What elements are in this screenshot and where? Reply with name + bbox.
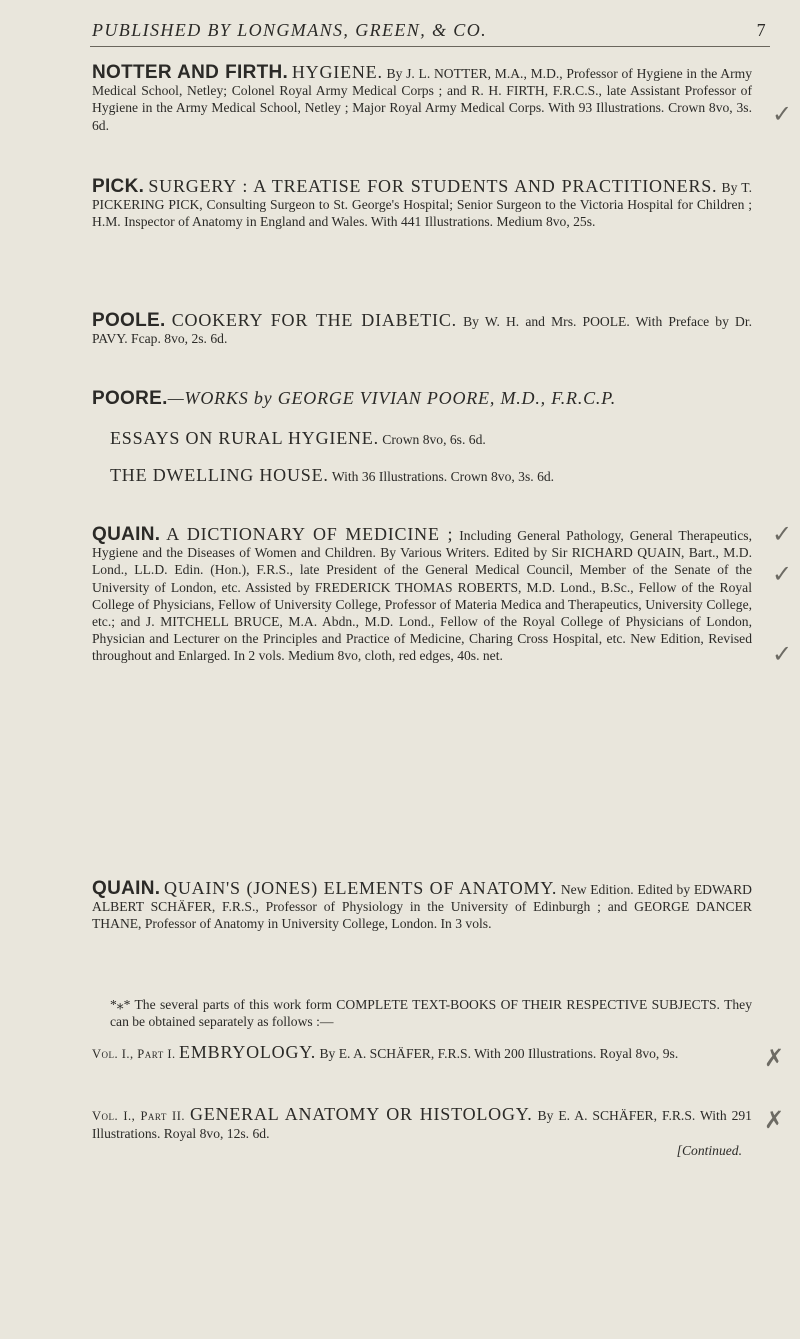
check-mark-icon: ✓ (772, 100, 793, 128)
volume-text: By E. A. SCHÄFER, F.R.S. With 200 Illustrations. Royal 8vo, 9s. (319, 1046, 679, 1061)
check-mark-icon: ✓ (772, 520, 793, 548)
cross-mark-icon: ✗ (764, 1044, 785, 1072)
entry-quain-dictionary (92, 526, 752, 665)
entry-heading: —WORKS by GEORGE VIVIAN POORE, M.D., F.R.C.P. (167, 388, 616, 408)
note-text: *⁎* The several parts of this work form COMPLETE TEXT-BOOKS OF THEIR RESPECTIVE SUBJECTS. They can be obtained separately as follows :— (110, 997, 752, 1030)
check-mark-icon: ✓ (772, 640, 793, 668)
entry-note (92, 996, 752, 1030)
running-head-text: PUBLISHED BY LONGMANS, GREEN, & CO. (92, 20, 487, 40)
volume-item (92, 1106, 752, 1160)
entry-title: SURGERY : A TREATISE FOR STUDENTS AND PRACTITIONERS. (148, 176, 718, 196)
entry-pick (92, 178, 752, 231)
work-text: Crown 8vo, 6s. 6d. (382, 432, 486, 447)
volume-title: GENERAL ANATOMY OR HISTOLOGY. (189, 1104, 533, 1124)
entry-quain-anatomy (92, 880, 752, 933)
entry-notter-firth (92, 64, 752, 134)
running-head (92, 20, 767, 41)
work-item (92, 467, 752, 485)
volume-label: Vol. I., Part II. (92, 1109, 185, 1123)
entry-keyword: NOTTER AND FIRTH. (92, 62, 289, 83)
entry-text: New Edition. Edited by EDWARD ALBERT SCHÄFER, F.R.S., Professor of Physiology in the University of Edinburgh ; and GEORGE DANCER THANE, Professor of Anatomy in University College, London. In 3 vols. (92, 882, 752, 932)
work-item (92, 430, 752, 448)
entry-text: By J. L. NOTTER, M.A., M.D., Professor of Hygiene in the Army Medical School, Netley; Colonel Royal Army Medical Corps ; and R. H. FIRTH, F.R.C.S., late Assistant Professor of Hygiene in the Army Medical School, Netley ; Major Royal Army Medical Corps. With 93 Illustrations. Crown 8vo, 3s. 6d. (92, 66, 752, 133)
entry-keyword: POORE. (92, 388, 168, 409)
cross-mark-icon: ✗ (764, 1106, 785, 1134)
entry-text: By W. H. and Mrs. POOLE. With Preface by Dr. PAVY. Fcap. 8vo, 2s. 6d. (92, 314, 752, 347)
entry-keyword: POOLE. (92, 310, 166, 331)
volume-item (92, 1044, 752, 1063)
entry-poore (92, 390, 752, 408)
volume-title: EMBRYOLOGY. (179, 1042, 317, 1062)
work-title: ESSAYS ON RURAL HYGIENE. (110, 428, 379, 448)
entry-title: QUAIN'S (JONES) ELEMENTS OF ANATOMY. (164, 878, 558, 898)
volume-label: Vol. I., Part I. (92, 1047, 176, 1061)
header-rule (90, 46, 770, 47)
entry-keyword: QUAIN. (92, 524, 161, 545)
check-mark-icon: ✓ (772, 560, 793, 588)
entry-title: A DICTIONARY OF MEDICINE ; (166, 524, 454, 544)
entry-keyword: QUAIN. (92, 878, 161, 899)
entry-poole (92, 312, 752, 347)
entry-text: By T. PICKERING PICK, Consulting Surgeon to St. George's Hospital; Senior Surgeon to the Victoria Hospital for Children ; H.M. Inspector of Anatomy in England and Wales. With 441 Illustrations. Medium 8vo, 25s. (92, 180, 753, 230)
entry-keyword: PICK. (92, 176, 145, 197)
continued-note: [Continued. (676, 1143, 742, 1159)
entry-text: Including General Pathology, General Therapeutics, Hygiene and the Diseases of Women and Children. By Various Writers. Edited by Sir RICHARD QUAIN, Bart., M.D. Lond., LL.D. Edin. (Hon.), F.R.S., late President of the General Medical Council, Member of the Senate of the University of London, etc. Assisted by FREDERICK THOMAS ROBERTS, M.D. Lond., B.Sc., Fellow of the Royal College of Physicians, Fellow of University College, Professor of Materia Medica and Therapeutics, University College, etc.; and J. MITCHELL BRUCE, M.A. Abdn., M.D. Lond., Fellow of the Royal College of Physicians of London, Physician and Lecturer on the Principles and Practice of Medicine, Charing Cross Hospital, etc. New Edition, Revised throughout and Enlarged. In 2 vols. Medium 8vo, cloth, red edges, 40s. net. (92, 528, 752, 664)
volume-text: By E. A. SCHÄFER, F.R.S. With 291 Illustrations. Royal 8vo, 12s. 6d. (92, 1108, 752, 1142)
entry-title: HYGIENE. (291, 62, 383, 82)
work-text: With 36 Illustrations. Crown 8vo, 3s. 6d. (331, 469, 555, 484)
page-number: 7 (756, 20, 767, 40)
work-title: THE DWELLING HOUSE. (110, 465, 329, 485)
entry-title: COOKERY FOR THE DIABETIC. (171, 310, 457, 330)
